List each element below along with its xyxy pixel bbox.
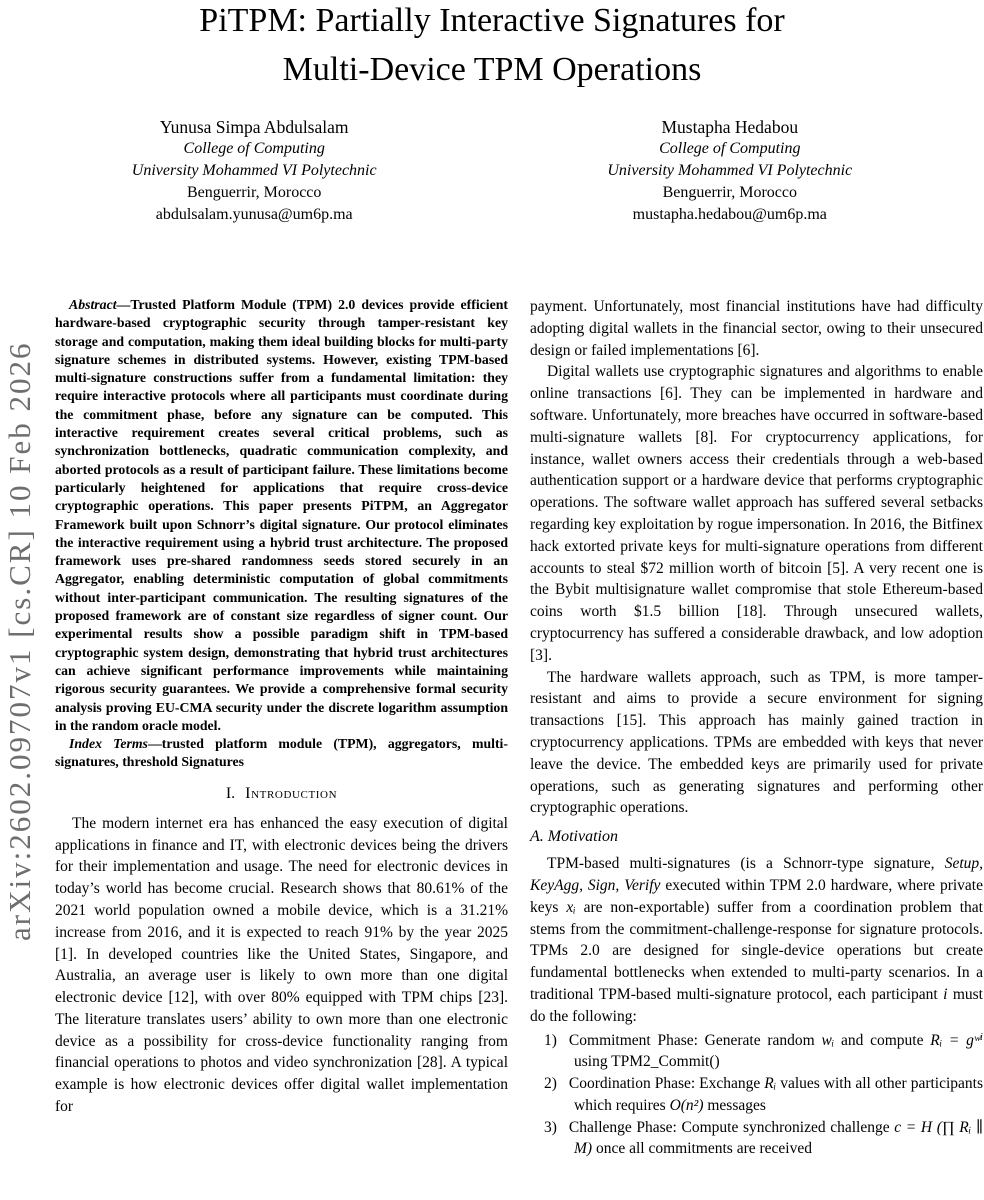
- author-university: University Mohammed VI Polytechnic: [131, 162, 377, 179]
- list-marker: 2): [544, 1075, 557, 1093]
- math-run: Rᵢ = gʷⁱ: [930, 1031, 983, 1049]
- math-run: i: [943, 985, 948, 1003]
- list-item-commitment-phase: [530, 1030, 983, 1074]
- section-title: Introduction: [245, 784, 338, 802]
- abstract-text: —Trusted Platform Module (TPM) 2.0 devices provide efficient hardware-based cryptographic security through tamper-resistant key storage and computation, making them ideal building blocks for multi-party signature schemes in distributed systems. However, existing TPM-based multi-signature constructions suffer from a fundamental limitation: they require interactive protocols where all participants must coordinate during the commitment phase, before any signature can be computed. This interactive requirement creates several critical problems, such as synchronization bottlenecks, quadratic communication complexity, and aborted protocols as a result of participant failure. These limitations become particularly heightened for applications that require cross-device cryptographic operations. This paper presents PiTPM, an Aggregator Framework built upon Schnorr’s digital signature. Our protocol eliminates the interactive requirement using a hybrid trust architecture. The proposed framework uses pre-shared randomness seeds stored securely in an Aggregator, enabling deterministic computation of global commitments without inter-participant communication. The resulting signatures of the proposed framework are of constant size regardless of signer count. Our experimental results show a possible paradigm shift in TPM-based cryptographic system design, demonstrating that hybrid trust architectures can achieve significant performance improvements while maintaining rigorous security guarantees. We provide a comprehensive formal security analysis proving EU-CMA security under the discrete logarithm assumption in the random oracle model.: [55, 297, 508, 733]
- text-run: messages: [703, 1096, 766, 1114]
- author-name: Mustapha Hedabou: [661, 117, 799, 137]
- list-item-coordination-phase: [530, 1073, 983, 1117]
- index-terms-label: Index Terms: [69, 736, 148, 752]
- paragraph-digital-wallets: Digital wallets use cryptographic signatures and algorithms to enable online transactions [6]. They can be implemented in hardware and software. Unfortunately, more breaches have occurred in software-based multi-signature wallets [8]. For cryptocurrency applications, for instance, wallet owners access their credentials through a web-based authentication support or a hardware device that performs cryptographic operations. The software wallet approach has suffered several setbacks regarding key exploitation by rogue impersonation. In 2016, the Bitfinex hack extorted private keys for multi-signature operations from different accounts to steal $72 million worth of bitcoin [5]. A very recent one is the Bybit multisignature wallet compromise that stole Ethereum-based coins worth $1.5 billion [18]. Through unsecured wallets, cryptocurrency has suffered a considerable drawback, and low adoption [3].: [530, 363, 983, 664]
- author-department: College of Computing: [659, 140, 801, 157]
- section-heading-introduction: [55, 785, 508, 803]
- text-run: must do the following:: [530, 985, 983, 1025]
- protocol-phase-list: [530, 1030, 983, 1161]
- math-run: Setup, KeyAgg, Sign, Verify: [530, 855, 983, 894]
- list-marker: 1): [544, 1031, 557, 1049]
- author-name: Yunusa Simpa Abdulsalam: [159, 117, 349, 137]
- text-run: executed within TPM 2.0 hardware, where private keys: [530, 876, 983, 916]
- author-email: mustapha.hedabou@um6p.ma: [632, 206, 827, 223]
- author-email: abdulsalam.yunusa@um6p.ma: [155, 206, 353, 223]
- paper-body: [55, 296, 984, 1160]
- section-number: I.: [225, 784, 236, 802]
- text-run: are non-exportable) suffer from a coordination problem that stems from the commitment-challenge-response for signature protocols. TPMs 2.0 are designed for single-device operations but create fundamental bottlenecks when extended to multi-party scenarios. In a traditional TPM-based multi-signature protocol, each participant: [530, 898, 983, 1003]
- paragraph-payment-continuation: payment. Unfortunately, most financial institutions have had difficulty adopting digital wallets in the financial sector, owing to their unsecured design or failed implementations [6].: [530, 298, 983, 359]
- math-run: c = H (∏ Rᵢ ∥ M): [574, 1118, 983, 1158]
- author-location: Benguerrir, Morocco: [186, 184, 322, 201]
- text-run: and compute: [834, 1031, 931, 1049]
- right-column: [530, 296, 983, 1160]
- abstract-label: Abstract: [69, 297, 117, 312]
- paper-title: [0, 0, 984, 94]
- intro-paragraph-1: The modern internet era has enhanced the easy execution of digital applications in finance and IT, with electronic devices being the drivers for their implementation and usage. The need for electronic devices in today’s world has become crucial. Research shows that 80.61% of the 2021 world population owned a mobile device, which is a 31.21% increase from 2016, and it is expected to reach 91% by the year 2025 [1]. In developed countries like the United States, Singapore, and Australia, an average user is likely to own more than one digital electronic device [12], with over 80% equipped with TPM chips [23]. The literature translates users’ ability to own more than one electronic device as a possibility for cross-device functionality ranging from financial operations to photos and video synchronization [28]. A typical example is how electronic devices offer digital wallet implementation for: [55, 814, 508, 1116]
- math-run: xᵢ: [566, 898, 576, 916]
- list-marker: 3): [544, 1118, 557, 1136]
- author-blocks: [0, 116, 984, 226]
- subsection-heading-motivation: A. Motivation: [530, 828, 618, 846]
- abstract-paragraph: [55, 296, 508, 735]
- index-terms-paragraph: [55, 735, 508, 772]
- text-run: values with all other participants which requires: [574, 1075, 984, 1114]
- author-university: University Mohammed VI Polytechnic: [607, 162, 853, 179]
- title-line-2: Multi-Device TPM Operations: [282, 51, 702, 88]
- list-item-challenge-phase: [530, 1117, 983, 1161]
- text-run: TPM-based multi-signatures (is a Schnorr-type signature,: [547, 855, 945, 873]
- author-block-2: [508, 116, 951, 226]
- author-department: College of Computing: [183, 140, 325, 157]
- arxiv-watermark: arXiv:2602.09707v1 [cs.CR] 10 Feb 2026: [2, 341, 37, 941]
- index-terms-text: —trusted platform module (TPM), aggregators, multi-signatures, threshold Signatures: [55, 736, 508, 770]
- left-column: [55, 296, 508, 1160]
- author-location: Benguerrir, Morocco: [662, 184, 797, 201]
- math-run: wᵢ: [821, 1031, 835, 1049]
- title-line-1: PiTPM: Partially Interactive Signatures for: [199, 2, 785, 39]
- paper-header: [0, 0, 984, 226]
- paragraph-motivation: [530, 853, 983, 1027]
- text-run: Coordination Phase: Exchange: [568, 1075, 765, 1093]
- text-run: Challenge Phase: Compute synchronized challenge: [568, 1118, 895, 1136]
- text-run: once all commitments are received: [592, 1140, 812, 1158]
- paragraph-hardware-wallets: The hardware wallets approach, such as TPM, is more tamper-resistant and aims to provide a secure environment for signing transactions [15]. This approach has mainly gained traction in cryptocurrency applications. TPMs are embedded with keys that never leave the device. The embedded keys are primarily used for private operations, such as generating signatures and performing other cryptographic operations.: [530, 668, 983, 817]
- text-run: Commitment Phase: Generate random: [568, 1031, 822, 1049]
- math-run: Rᵢ: [764, 1075, 777, 1093]
- math-run: O(n²): [669, 1096, 704, 1114]
- text-run: using TPM2_Commit(): [574, 1053, 720, 1071]
- author-block-1: [33, 116, 476, 226]
